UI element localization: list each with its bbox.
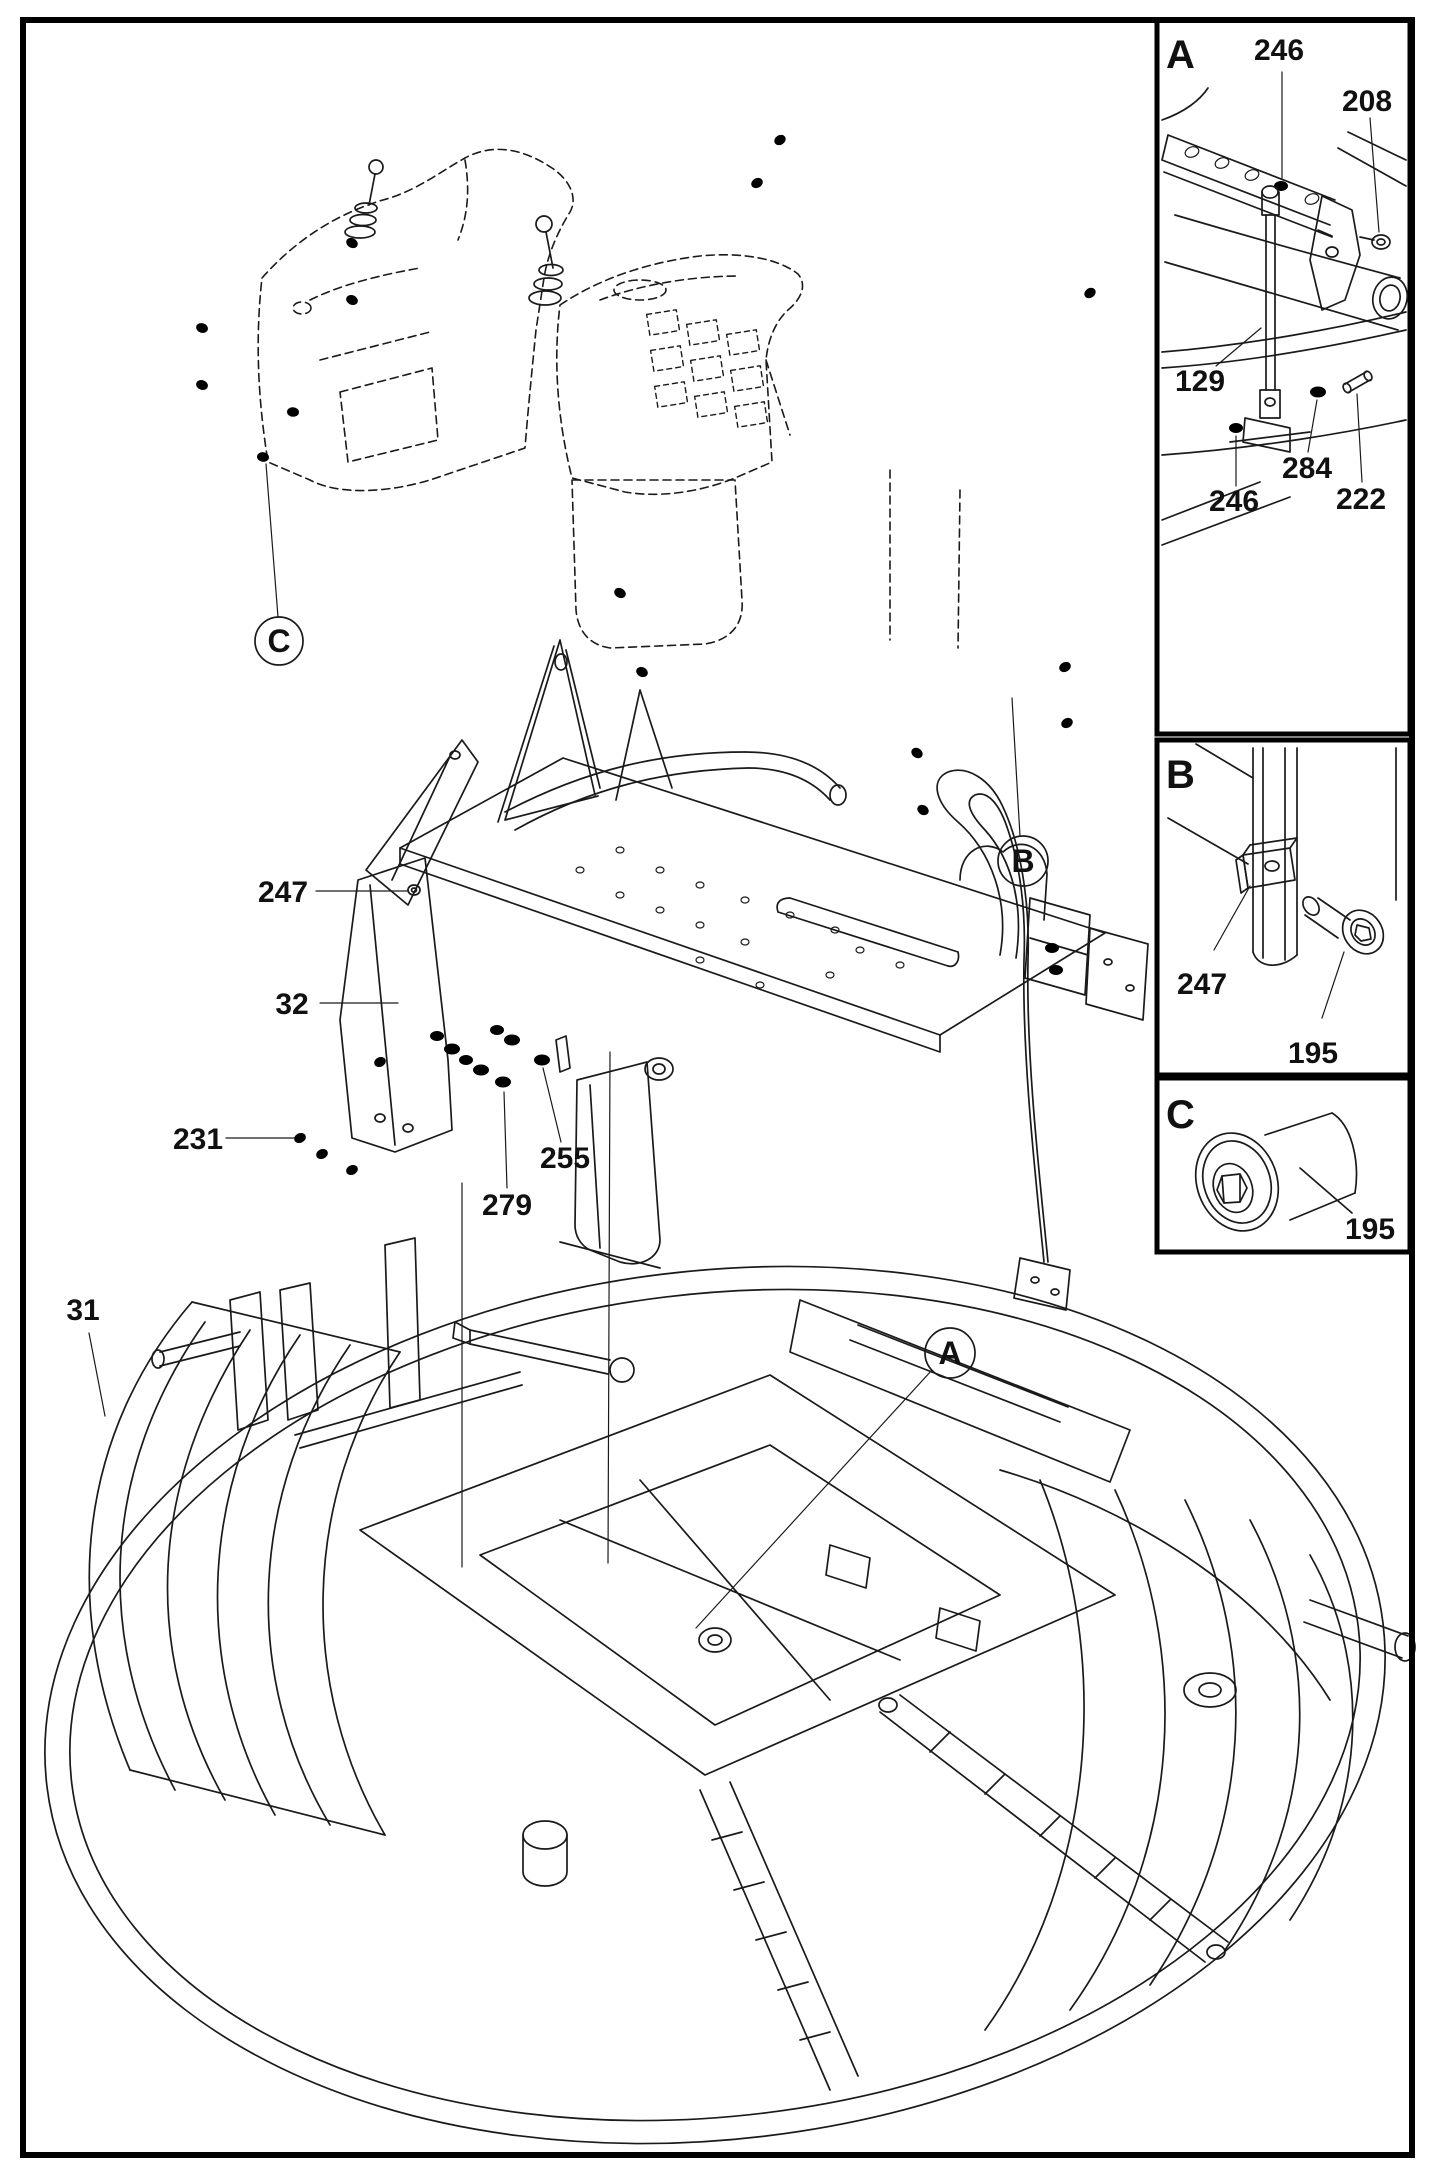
- part-label-32: 32: [275, 988, 309, 1021]
- deck-left-brackets: [152, 1283, 318, 1430]
- clamp-247-icon: [1236, 838, 1297, 893]
- screw-icon: [287, 407, 621, 434]
- bolt-231-icon: [345, 1125, 446, 1177]
- detail-b-title: B: [1166, 753, 1195, 797]
- screw-icon: [345, 293, 447, 342]
- washer-255-icon: [534, 1055, 550, 1066]
- left-joystick: [345, 160, 383, 238]
- ref-letter-b: B: [1011, 843, 1035, 879]
- screw-icon: [195, 322, 299, 362]
- detail-a-title: A: [1166, 33, 1195, 77]
- label-247-detail: 247: [1176, 968, 1228, 1001]
- screw-icon: [693, 133, 788, 197]
- label-129: 129: [1174, 365, 1226, 398]
- label-246-bottom: 246: [1208, 485, 1260, 518]
- pin-222-icon: [1342, 370, 1374, 394]
- label-208: 208: [1341, 85, 1393, 118]
- screw-icon: [195, 379, 298, 423]
- ref-letter-c: C: [267, 623, 291, 659]
- screw-icon: [633, 176, 765, 252]
- nut-246-bottom-icon: [1229, 423, 1243, 437]
- label-246-top: 246: [1253, 34, 1305, 67]
- deck-rails: [700, 1695, 1228, 2090]
- screw-icon: [256, 452, 589, 502]
- page-border: [23, 20, 1412, 2155]
- screw-icon: [1009, 660, 1072, 699]
- detail-box-labels: [1166, 33, 1395, 1246]
- screw-icon: [909, 746, 969, 791]
- part-label-279: 279: [481, 1189, 533, 1222]
- detail-c-view: [1182, 1113, 1356, 1243]
- right-joystick: [529, 216, 563, 305]
- bolt-231-icon: [315, 1109, 416, 1161]
- screw-icon: [973, 286, 1098, 374]
- label-284: 284: [1281, 452, 1333, 485]
- bolt-icon: [373, 1032, 437, 1069]
- right-shield-ribs: [985, 1470, 1353, 2030]
- screw-icon: [612, 586, 745, 660]
- console-mounting-screws: [195, 133, 1098, 846]
- console-vent-grid: [647, 310, 768, 427]
- detail-c-title: C: [1166, 1093, 1195, 1137]
- bolt-208-icon: [1372, 235, 1390, 249]
- screw-icon: [1012, 716, 1075, 755]
- left-console-cover-outline: [258, 149, 573, 490]
- part-label-247: 247: [257, 876, 309, 909]
- part-label-31: 31: [66, 1294, 100, 1327]
- ref-letter-a: A: [938, 1335, 962, 1371]
- mower-deck: [0, 1192, 1436, 2178]
- deck-subframe: [295, 1238, 1236, 1886]
- detail-box-b: [1157, 740, 1410, 1075]
- screw-icon: [635, 665, 769, 737]
- leader-lines: [89, 464, 1020, 1628]
- screw-icon: [344, 236, 442, 294]
- seat-plate-assembly: [293, 640, 1148, 1310]
- part-label-255: 255: [539, 1142, 591, 1175]
- screw-195-icon: [1300, 894, 1392, 962]
- label-195-detail-b: 195: [1287, 1037, 1339, 1070]
- link-rod-129: [1260, 186, 1280, 418]
- screw-195-large-icon: [1182, 1113, 1356, 1243]
- part-label-231: 231: [172, 1123, 224, 1156]
- washer-284-icon: [1310, 387, 1326, 398]
- washer-279-icon: [495, 1077, 511, 1088]
- detail-c-leader: [1300, 1168, 1352, 1213]
- label-222: 222: [1335, 483, 1387, 516]
- main-part-labels: [66, 623, 1034, 1371]
- detail-reference-circles: [255, 617, 1048, 1378]
- detail-a-leaders: [1216, 72, 1379, 486]
- bolt-231-icon: [293, 1093, 394, 1145]
- label-195-detail-c: 195: [1344, 1213, 1396, 1246]
- detail-b-leaders: [1214, 886, 1344, 1018]
- left-shield-ribs: [89, 1302, 400, 1835]
